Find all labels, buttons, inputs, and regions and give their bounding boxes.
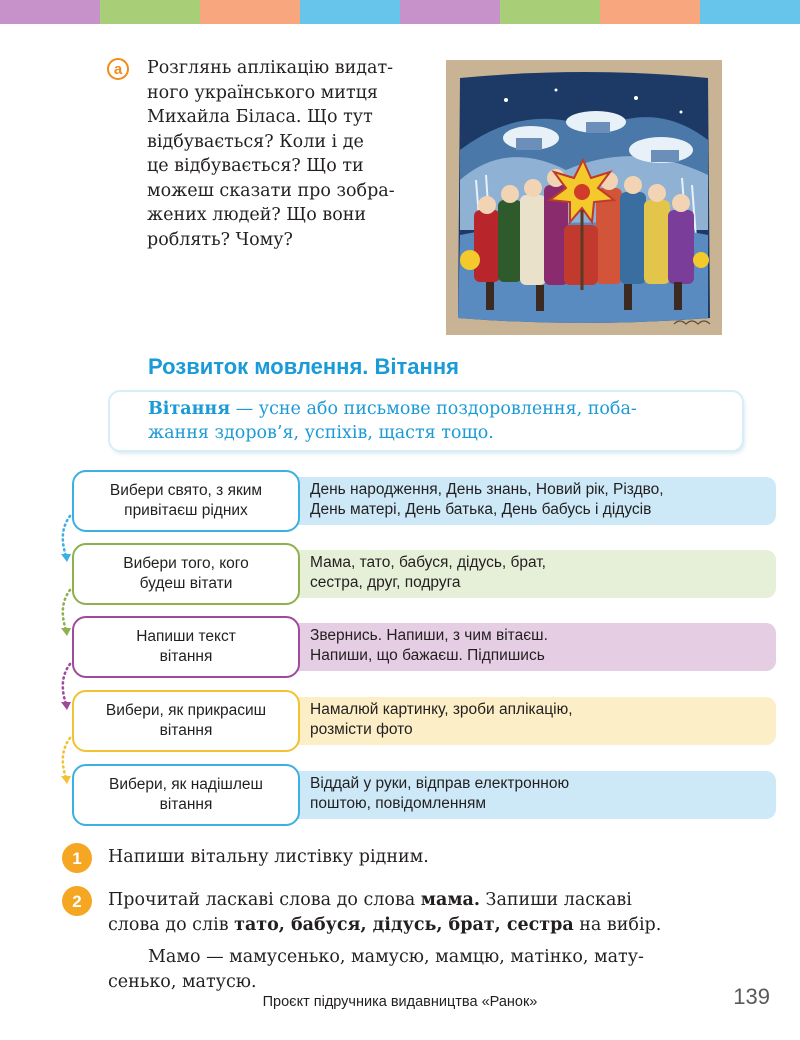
definition-line-1 — [148, 397, 726, 421]
top-bar-segment — [300, 0, 400, 24]
task-a-line: Михайла Біласа. Що тут — [147, 107, 373, 127]
example-line-1: Мамо — мамусенько, мамусю, мамцю, матінко, мату- — [148, 947, 644, 967]
task-2-text-part: Прочитай ласкаві слова до слова — [108, 890, 421, 910]
step-4-right-line: Намалюй картинку, зроби аплікацію, — [310, 701, 573, 718]
step-1-right — [298, 477, 776, 525]
task-a-line: жених людей? Що вони — [147, 205, 367, 225]
task-a-line: ного українського митця — [147, 82, 378, 103]
step-1-right-line: День народження, День знань, Новий рік, Різдво, — [310, 481, 664, 498]
definition-box — [110, 392, 742, 450]
step-4-right-line: розмісти фото — [310, 721, 413, 738]
task-a-badge: а — [107, 58, 129, 80]
step-2-left — [72, 543, 300, 605]
step-4-right — [298, 697, 776, 745]
step-3-left — [72, 616, 300, 678]
arrow-head-icon — [61, 776, 71, 784]
step-1-left-line: привітаєш рідних — [124, 502, 248, 519]
task-a-text — [147, 56, 425, 252]
task-2 — [62, 886, 722, 938]
step-3-left-line: вітання — [159, 648, 213, 665]
task-2-text-part: Запиши ласкаві — [479, 890, 632, 910]
applique-painting — [446, 60, 722, 335]
step-4-left-line: Вибери, як прикрасиш — [105, 702, 267, 719]
footer-text: Проєкт підручника видавництва «Ранок» — [262, 994, 538, 1010]
step-1-left — [72, 470, 300, 532]
step-5-right-line: Віддай у руки, відправ електронною — [310, 775, 570, 792]
step-3-left-line: Напиши текст — [136, 628, 236, 645]
step-2-right — [298, 550, 776, 598]
step-1-left-line: Вибери свято, з яким — [109, 482, 263, 499]
arrow-head-icon — [61, 702, 71, 710]
task-2-line-1 — [108, 888, 720, 913]
arrow-head-icon — [61, 628, 71, 636]
example-line-2: сенько, матусю. — [108, 972, 257, 992]
task-2-text-part: на вибір. — [573, 915, 662, 935]
top-bar-segment — [600, 0, 700, 24]
top-bar-segment — [500, 0, 600, 24]
task-a-line: можеш сказати про зобра- — [147, 180, 395, 201]
task-a-line: роблять? Чому? — [147, 229, 293, 250]
task-a-line: Розглянь аплікацію видат- — [147, 58, 394, 78]
step-5-left-line: Вибери, як надішлеш — [109, 776, 263, 793]
step-2-left-line: будеш вітати — [139, 575, 233, 592]
arrow-head-icon — [61, 554, 71, 562]
step-2-left-line: Вибери того, кого — [123, 555, 249, 572]
task-2-bold-word: мама. — [420, 890, 480, 910]
step-3-right — [298, 623, 776, 671]
definition-term: Вітання — [148, 399, 231, 419]
step-4-left — [72, 690, 300, 752]
task-2-text — [108, 888, 720, 938]
step-5-left-line: вітання — [159, 796, 213, 813]
top-bar-segment — [400, 0, 500, 24]
top-bar-segment — [0, 0, 100, 24]
top-bar-segment — [700, 0, 800, 24]
step-5-right-line: поштою, повідомленням — [310, 795, 487, 812]
task-a-line: відбувається? Коли і де — [147, 131, 364, 152]
task-2-number: 2 — [62, 886, 92, 916]
top-bar-segment — [200, 0, 300, 24]
top-bar-segment — [100, 0, 200, 24]
step-1-right-line: День матері, День батька, День бабусь і дідусів — [310, 501, 652, 518]
task-1-text: Напиши вітальну листівку рідним. — [108, 847, 429, 867]
task-2-bold-words: тато, бабуся, дідусь, брат, сестра — [234, 915, 574, 935]
task-2-text-part: слова до слів — [108, 915, 235, 935]
step-2-right-line: Мама, тато, бабуся, дідусь, брат, — [310, 554, 546, 571]
task-a-line: це відбувається? Що ти — [147, 156, 364, 176]
task-1 — [62, 843, 722, 873]
painting-illustration — [446, 60, 722, 335]
step-5-right — [298, 771, 776, 819]
step-5-left — [72, 764, 300, 826]
page-number: 139 — [733, 984, 770, 1009]
step-3-right-line: Звернись. Напиши, з чим вітаєш. — [310, 627, 548, 644]
definition-line-2: жання здоров’я, успіхів, щастя тощо. — [148, 423, 494, 443]
section-title: Розвиток мовлення. Вітання — [148, 354, 459, 379]
task-2-line-2 — [108, 913, 720, 938]
step-4-left-line: вітання — [159, 722, 213, 739]
task-1-number: 1 — [62, 843, 92, 873]
top-color-bar — [0, 0, 800, 24]
step-3-right-line: Напиши, що бажаєш. Підпишись — [310, 647, 545, 664]
step-2-right-line: сестра, друг, подруга — [310, 574, 461, 591]
definition-text: — усне або письмове поздоровлення, поба- — [230, 399, 637, 419]
